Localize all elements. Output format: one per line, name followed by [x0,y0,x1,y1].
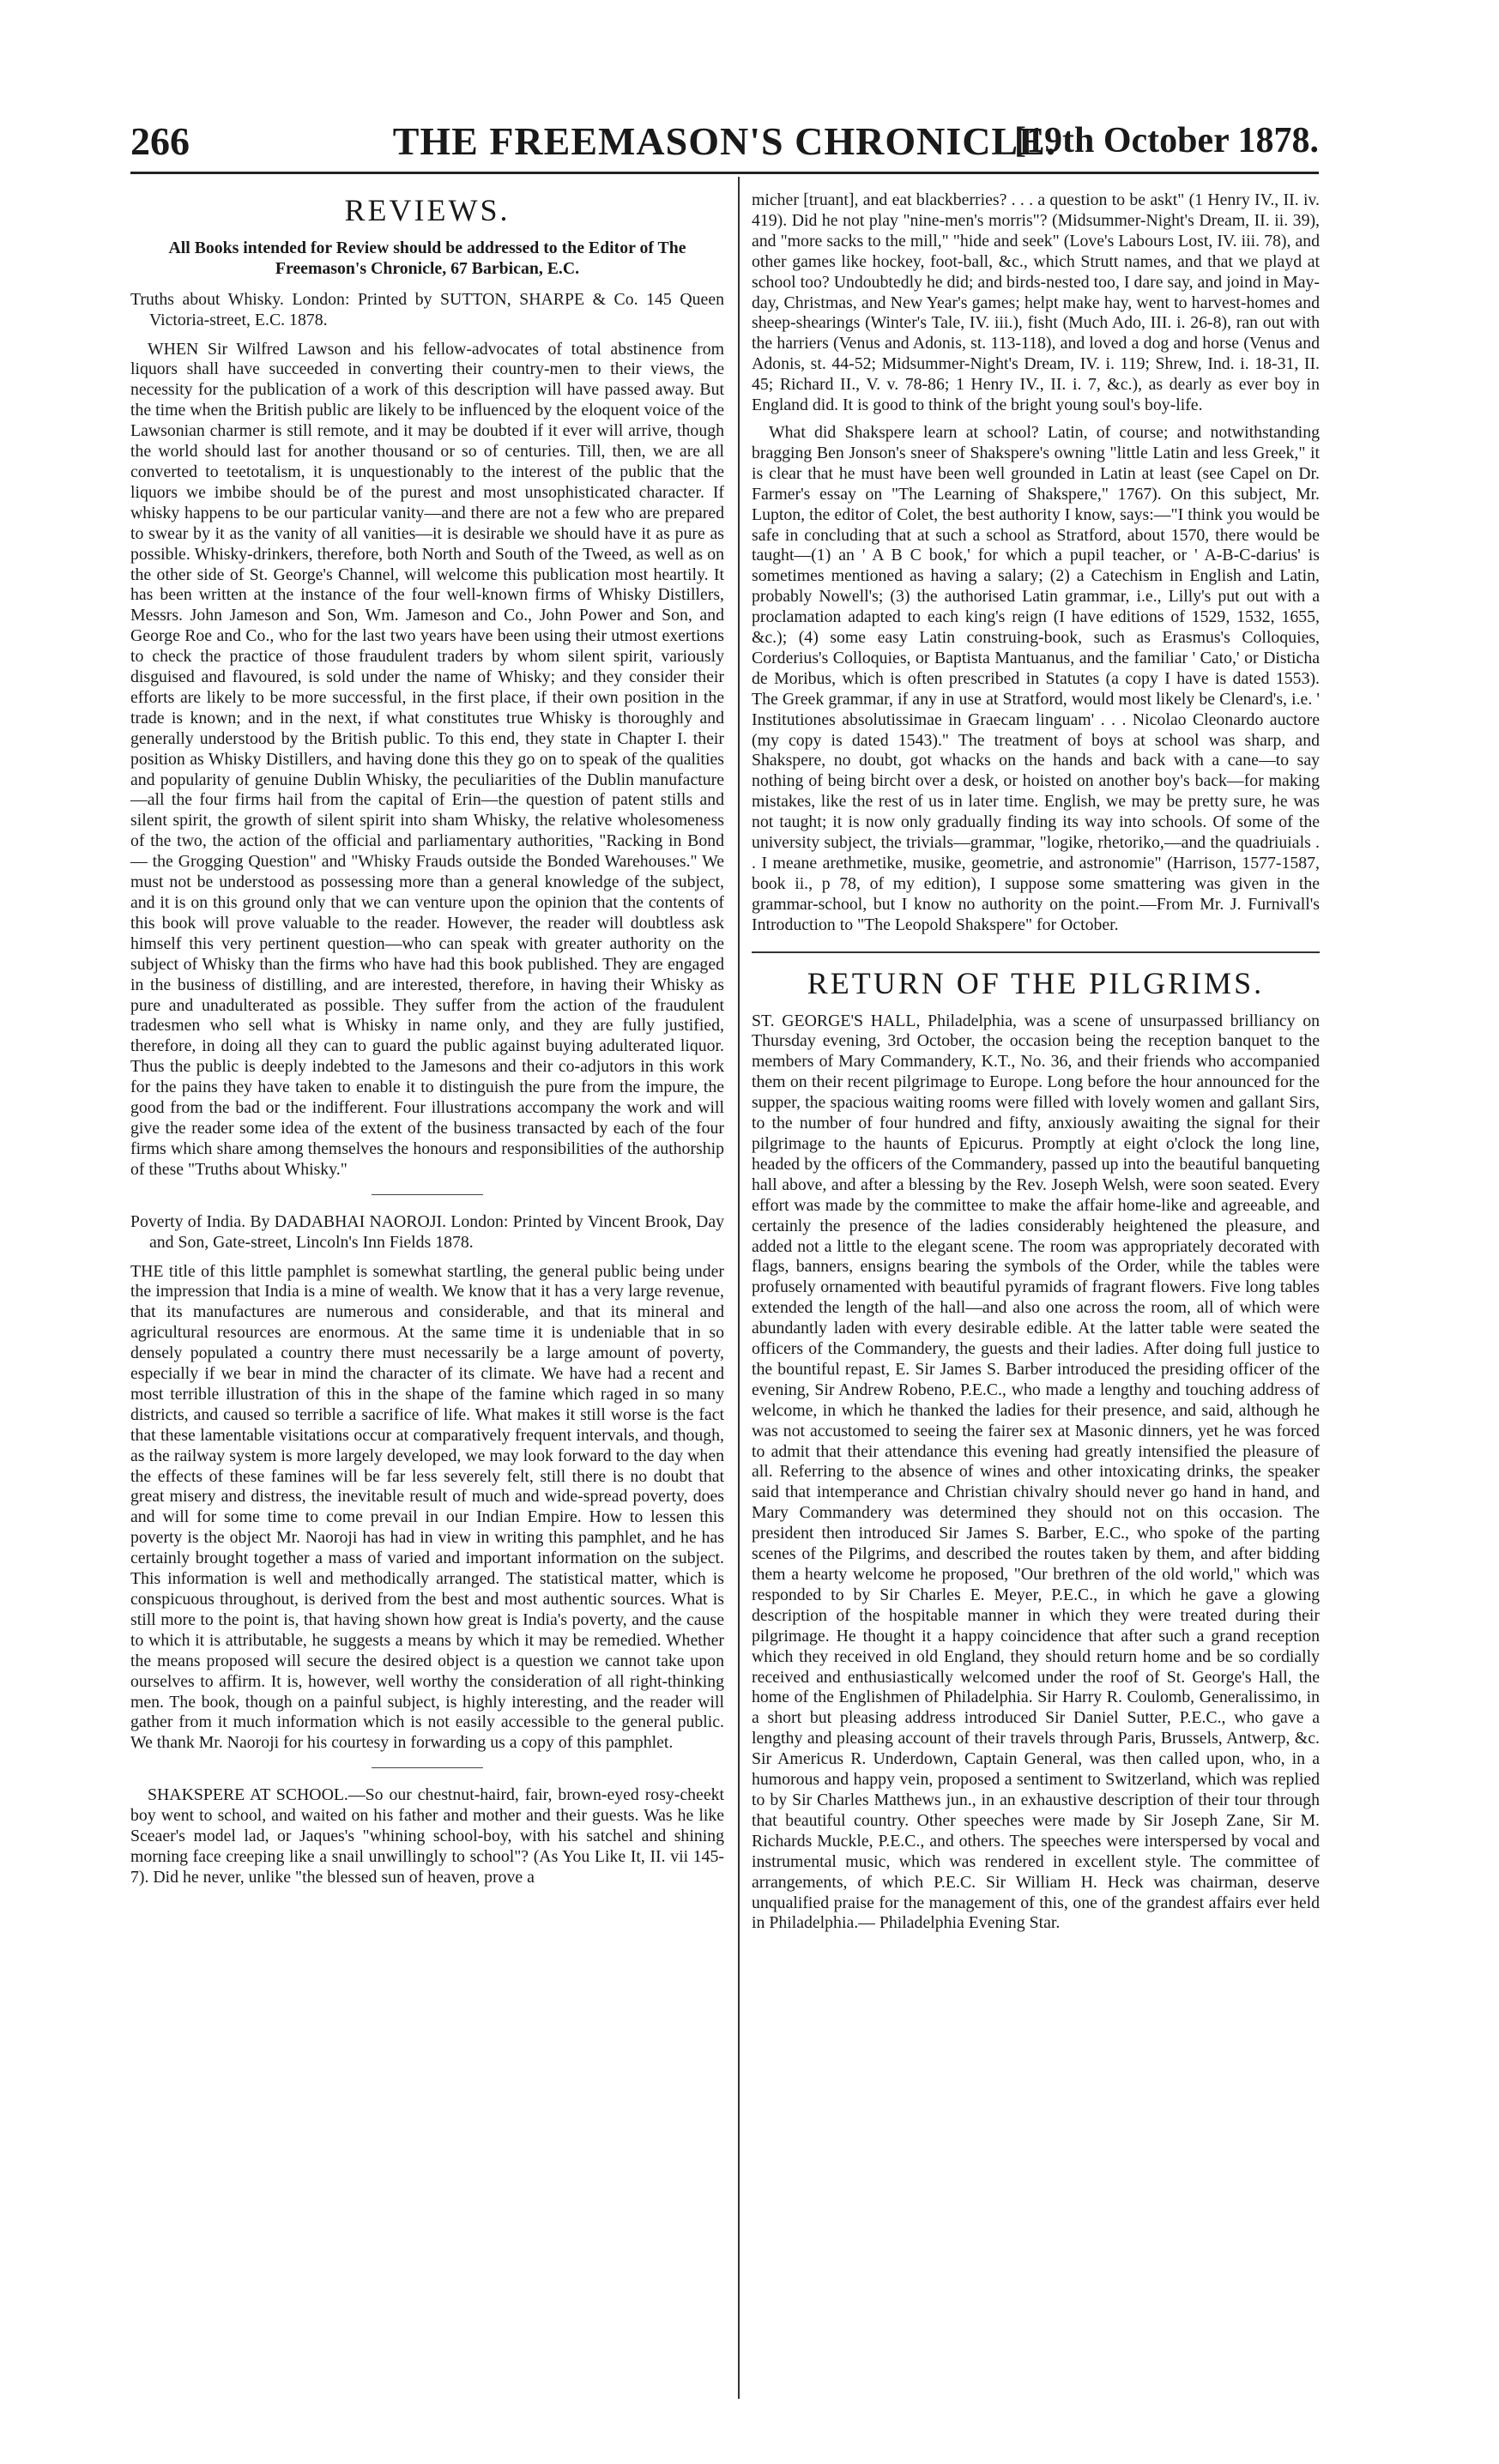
header-rule [130,172,1319,174]
reviews-heading: REVIEWS. [344,193,511,227]
shakspere-learning-text: What did Shakspere learn at school? Latin, of course; and notwithstanding bragging Ben Jonson's sneer of Shakspere's owning "little Latin and less Greek," it is clear that he must have been well grounded in Latin at least (see Capel on Dr. Farmer's essay on "The Learning of Shakspere," 1767). On this subject, Mr. Lupton, the editor of Colet, the best authority I know, says:—"I think you would be safe in concluding that at such a school as Stratford, about 1570, there would be taught—(1) an ' A B C book,' for which a pupil teacher, or ' A-B-C-darius' is sometimes mentioned as having a salary; (2) a Catechism in English and Latin, probably Nowell's; (3) the authorised Latin grammar, i.e., Lilly's put out with a proclamation adapted to each king's reign (I have editions of 1529, 1532, 1655, &c.); (4) some easy Latin construing-book, such as Erasmus's Colloquies, Corderius's Colloquies, or Baptista Mantuanus, and the familiar ' Cato,' or Disticha de Moribus, which is often prescribed in Statutes (a copy I have is dated 1553). The Greek grammar, if any in use at Stratford, would most likely be Clenard's, i.e. ' Institutiones absolutissimae in Graecam linguam' . . . Nicolao Cleonardo auctore (my copy is dated 1543)." The treatment of boys at school was sharp, and Shakspere, no doubt, got whacks on the hands and back with a cane—to say nothing of being bircht over a desk, or hoisted on another boy's back—for making mistakes, like the rest of us in later time. English, we may be pretty sure, he was not taught; it is now only gradually finding its way into schools. Of some of the university subject, the trivials—grammar, "logike, rhetoriko,—and the quadriuials . . I meane arethmetike, musike, geometrie, and astronomie" (Harrison, 1577-1587, book ii., p 78, of my edition), I suppose some smattering was given in the grammar-school, but I know no authority on the point.—From Mr. J. Furnivall's Introduction to "The Leopold Shakspere" for October. [752,422,1320,934]
section-rule [752,951,1320,953]
pilgrims-text: ST. GEORGE'S HALL, Philadelphia, was a scene of unsurpassed brilliancy on Thursday evening, 3rd October, the occasion being the reception banquet to the members of Mary Commandery, K.T., No. 36, and their friends who accompanied them on their recent pilgrimage to Europe. Long before the hour announced for the supper, the spacious waiting rooms were filled with lovely women and gallant Sirs, to the number of four hundred and fifty, anxiously awaiting the signal for their pilgrimage to the haunts of Epicurus. Promptly at eight o'clock the long line, headed by the officers of the Commandery, passed up into the beautiful banqueting hall above, and after a blessing by the Rev. Joseph Welsh, were soon seated. Every effort was made by the committee to make the affair home-like and agreeable, and certainly the presence of the ladies considerably heightened the pleasure, and added not a little to the elegant scene. The room was appropriately decorated with flags, banners, ensigns bearing the symbols of the Order, while the tables were profusely ornamented with beautiful pyramids of fragrant flowers. Five long tables extended the length of the hall—and also one across the room, all of which were abundantly laden with every desirable edible. At the latter table were seated the officers of the Commandery, the guests and their ladies. After doing full justice to the bountiful repast, E. Sir James S. Barber introduced the presiding officer of the evening, Sir Andrew Robeno, P.E.C., who made a lengthy and touching address of welcome, in which he thanked the ladies for their presence, and said, although he was not accustomed to seeing the fairer sex at Masonic dinners, yet he was forced to admit that their attendance this evening had greatly intensified the pleasure of all. Referring to the absence of wines and other intoxicating drinks, the speaker said that intemperance and Christian chivalry should never go hand in hand, and Mary Commandery was determined they should not on this occasion. The president then introduced Sir James S. Barber, E.C., who spoke of the parting scenes of the Pilgrims, and described the routes taken by them, and after bidding them a hearty welcome he proposed, "Our brethren of the old world," which was responded to by Sir Charles E. Meyer, P.E.C., in which he gave a glowing description of the hospitable manner in which they were treated during their pilgrimage. He thought it a happy coincidence that after such a grand reception which they received in old England, they should return home and be so cordially received and enthusiastically welcomed under the roof of St. George's Hall, the home of the Englishmen of Philadelphia. Sir Harry R. Coulomb, Generalissimo, in a short but pleasing address introduced Sir Daniel Sutter, P.E.C., who gave a lengthy and pleasing account of their travels through Paris, Brussels, Antwerp, &c. Sir Americus R. Underdown, Captain General, was then called upon, who, in a humorous and happy vein, proposed a sentiment to Switzerland, which was replied to by Sir Charles Matthews jun., in an exhaustive description of their tour through that beautiful country. Other speeches were made by Sir Joseph Zane, Sir M. Richards Muckle, P.E.C., and others. The speeches were interspersed by vocal and instrumental music, which was rendered in excellent style. The committee of arrangements, of which P.E.C. Sir William H. Heck was chairman, deserve unqualified praise for the management of this, one of the grandest affairs ever held in Philadelphia.— Philadelphia Evening Star. [752,1011,1320,1933]
reviews-note: All Books intended for Review should be addressed to the Editor of The Freemason's Chronicle, 67 Barbican, E.C. [168,238,686,278]
review-india-citation: Poverty of India. By DADABHAI NAOROJI. London: Printed by Vincent Brook, Day and Son, Gate-street, Lincoln's Inn Fields 1878. [130,1211,724,1252]
issue-date: [19th October 1878. [1013,121,1319,160]
shakspere-at-school-text: SHAKSPERE AT SCHOOL.—So our chestnut-haird, fair, brown-eyed rosy-cheekt boy went to school, and waited on his father and mother and their guests. Was he like Sceaer's model lad, or Jaques's "whining school-boy, with his satchel and shining morning face creeping like a snail unwillingly to school"? (As You Like It, II. vii 145-7). Did he never, unlike "the blessed sun of heaven, prove a [130,1785,724,1887]
review-whisky-citation: Truths about Whisky. London: Printed by SUTTON, SHARPE & Co. 145 Queen Victoria-street, E.C. 1878. [130,289,724,329]
left-column [130,190,724,1895]
review-whisky-text: WHEN Sir Wilfred Lawson and his fellow-advocates of total abstinence from liquors shall have succeeded in converting their country-men to their views, the necessity for the publication of a work of this description will have passed away. But the time when the British public are likely to be influenced by the eloquent voice of the Lawsonian charmer is still remote, and it may be doubted if it ever will arrive, though the world should last for another thousand or so of centuries. Till, then, we are all converted to teetotalism, it is unquestionably to the interest of the public that the liquors we imbibe should be of the purest and most unsophisticated character. If whisky happens to be our particular vanity—and there are not a few who are prepared to swear by it as the vanity of all vanities—it is desirable we should have it as pure as possible. Whisky-drinkers, therefore, both North and South of the Tweed, as well as on the other side of St. George's Channel, will welcome this publication most heartily. It has been written at the instance of the four well-known firms of Whisky Distillers, Messrs. John Jameson and Son, Wm. Jameson and Co., John Power and Son, and George Roe and Co., who for the last two years have been using their utmost exertions to check the practice of those fraudulent traders by whom silent spirit, variously disguised and flavoured, is sold under the name of Whisky; and they consider their efforts are likely to be more successful, in the first place, if their own position in the trade is known; and in the next, if what constitutes true Whisky is thoroughly and generally understood by the British public. To this end, they state in Chapter I. their position as Whisky Distillers, and having done this they go on to speak of the qualities and popularity of genuine Dublin Whisky, the peculiarities of the Dublin manufacture—all the four firms hail from the capital of Erin—the question of patent stills and silent spirit, the growth of silent spirit into sham Whisky, the relative wholesomeness of the two, the action of the official and parliamentary authorities, "Racking in Bond — the Grogging Question" and "Whisky Frauds outside the Bonded Warehouses." We must not be understood as possessing more than a general knowledge of the subject, and it is on this ground only that we can venture upon the opinion that the contents of this book will prove valuable to the reader. However, the reader will doubtless ask himself this very pertinent question—who can speak with greater authority on the subject of Whisky than the firms who have had this book published. They are engaged in the business of distilling, and are interested, therefore, in having their Whisky as pure and unadulterated as possible. They suffer from the action of the fraudulent tradesmen who sell what is Whisky in name only, and they are fully justified, therefore, in doing all they can to guard the public against buying adulterated liquor. Thus the public is deeply indebted to the Jamesons and their co-adjutors in this work for the pains they have taken to enable it to distinguish the pure from the impure, the good from the bad or the indifferent. Four illustrations accompany the work and will give the reader some idea of the extent of the business transacted by each of the four firms which share among themselves the honours and responsibilities of the authorship of these "Truths about Whisky." [130,339,724,1179]
right-column [752,190,1320,1941]
page-number: 266 [130,119,190,163]
separator-rule [372,1194,483,1195]
column-divider [738,177,740,2399]
shakspere-continuation: micher [truant], and eat blackberries? . . . a question to be askt" (1 Henry IV., II. iv. 419). Did he not play "nine-men's morris"? (Midsummer-Night's Dream, II. ii. 39), and "more sacks to the mill," "hide and seek" (Love's Labours Lost, IV. iii. 78), and other games like hockey, foot-ball, &c., which Strutt names, and that we playd at school too? Undoubtedly he did; and birds-nested too, I dare say, and joind in May-day, Christmas, and New Year's games; helpt make hay, went to harvest-homes and sheep-shearings (Winter's Tale, IV. iii.), fisht (Much Ado, III. i. 26-8), ran out with the harriers (Venus and Adonis, st. 113-118), and loved a dog and horse (Venus and Adonis, st. 44-52; Midsummer-Night's Dream, IV. i. 119; Shrew, Ind. i. 18-31, II. 45; Richard II., V. v. 78-86; 1 Henry IV., II. i. 7, &c.), as dearly as ever boy in England did. It is good to think of the bright young soul's boy-life. [752,190,1320,415]
page-header [130,110,1319,170]
masthead-title: THE FREEMASON'S CHRONICLE. [392,119,1057,163]
pilgrims-heading: RETURN OF THE PILGRIMS. [807,965,1265,1000]
review-india-text: THE title of this little pamphlet is somewhat startling, the general public being under the impression that India is a mine of wealth. We know that it has a very large revenue, that its manufactures are numerous and considerable, and that its mineral and agricultural resources are enormous. At the same time it is undeniable that in so densely populated a country there must necessarily be a large amount of poverty, especially if we bear in mind the character of its climate. We have had a recent and most terrible illustration of this in the shape of the famine which raged in so many districts, and caused so terrible a sacrifice of life. What makes it still worse is the fact that these lamentable visitations occur at comparatively frequent intervals, and though, as the railway system is more largely developed, we may look forward to the day when the effects of these famines will be far less severely felt, still there is no doubt that great misery and distress, the inevitable result of much and wide-spread poverty, does and will for some time to come prevail in our Indian Empire. How to lessen this poverty is the object Mr. Naoroji has had in view in writing this pamphlet, and he has certainly brought together a mass of varied and important information on the subject. This information is well and methodically arranged. The statistical matter, which is conspicuous throughout, is derived from the best and most authentic sources. What is still more to the point is, that having shown how great is India's poverty, and the cause to which it is attributable, he suggests a means by which it may be remedied. Whether the means proposed will secure the desired object is a question we cannot take upon ourselves to affirm. It is, however, well worthy the consideration of all right-thinking men. The book, though on a painful subject, is highly interesting, and the reader will gather from it much information which is not easily accessible to the general public. We thank Mr. Naoroji for his courtesy in forwarding us a copy of this pamphlet. [130,1261,724,1753]
separator-rule-2 [372,1767,483,1768]
